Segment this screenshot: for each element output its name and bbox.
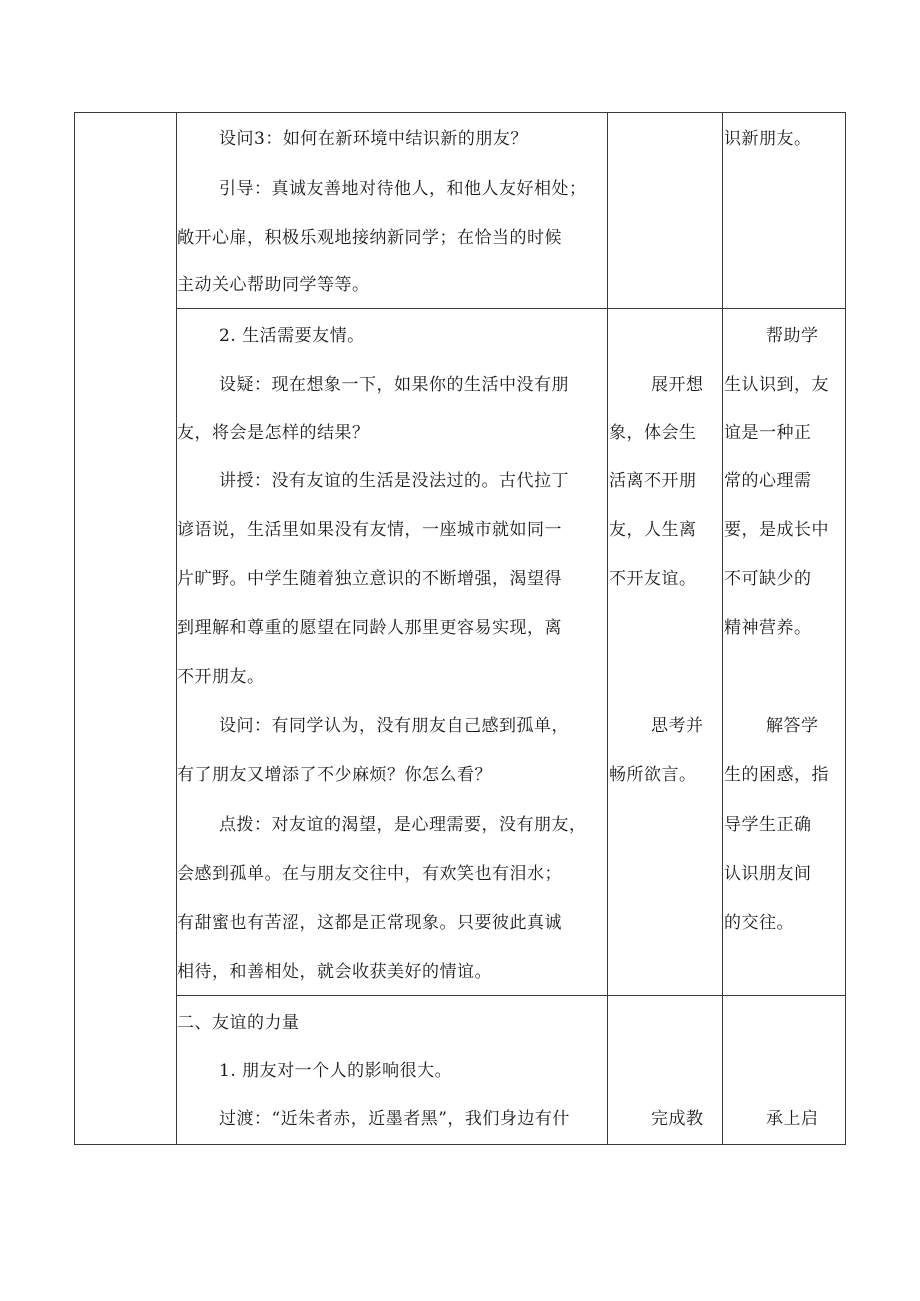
content-line: 设疑：现在想象一下，如果你的生活中没有朋 <box>219 375 569 395</box>
content-line: 不开朋友。 <box>177 667 265 687</box>
table-border-left <box>74 112 75 1145</box>
content-line: 会感到孤单。在与朋友交往中，有欢笑也有泪水； <box>177 864 562 884</box>
intent-line: 识新朋友。 <box>724 129 812 149</box>
content-line: 到理解和尊重的愿望在同龄人那里更容易实现，离 <box>177 618 562 638</box>
column-divider <box>722 112 723 1145</box>
content-line: 相待，和善相处，就会收获美好的情谊。 <box>177 962 492 982</box>
student-line: 不开友谊。 <box>609 569 697 589</box>
content-line: 引导：真诚友善地对待他人，和他人友好相处； <box>219 179 587 199</box>
content-line: 友，将会是怎样的结果？ <box>177 423 370 443</box>
content-line: 1. 朋友对一个人的影响很大。 <box>219 1061 453 1081</box>
content-line: 点拨：对友谊的渴望，是心理需要，没有朋友， <box>219 815 587 835</box>
row-divider <box>176 995 846 996</box>
row-divider <box>176 308 846 309</box>
table-border-right <box>845 112 846 1145</box>
intent-line: 要，是成长中 <box>724 520 829 540</box>
student-line: 象，体会生 <box>609 423 697 443</box>
student-line: 思考并 <box>651 716 704 736</box>
content-line: 谚语说，生活里如果没有友情，一座城市就如同一 <box>177 520 562 540</box>
student-line: 完成教 <box>651 1109 704 1129</box>
intent-line: 导学生正确 <box>724 815 812 835</box>
intent-line: 的交往。 <box>724 913 794 933</box>
content-line: 主动关心帮助同学等等。 <box>177 275 370 295</box>
intent-line: 帮助学 <box>766 326 819 346</box>
intent-line: 生认识到，友 <box>724 375 829 395</box>
intent-line: 精神营养。 <box>724 618 812 638</box>
intent-line: 承上启 <box>766 1109 819 1129</box>
intent-line: 解答学 <box>766 716 819 736</box>
student-line: 活离不开朋 <box>609 471 697 491</box>
intent-line: 不可缺少的 <box>724 569 812 589</box>
intent-line: 生的困惑，指 <box>724 765 829 785</box>
student-line: 畅所欲言。 <box>609 765 697 785</box>
content-line: 有甜蜜也有苦涩，这都是正常现象。只要彼此真诚 <box>177 913 562 933</box>
column-divider <box>607 112 608 1145</box>
content-line: 讲授：没有友谊的生活是没法过的。古代拉丁 <box>219 471 569 491</box>
intent-line: 谊是一种正 <box>724 423 812 443</box>
content-line: 设问3：如何在新环境中结识新的朋友？ <box>219 129 528 149</box>
table-border-bottom <box>74 1144 846 1145</box>
content-line: 过渡：“近朱者赤，近墨者黑”，我们身边有什 <box>219 1109 570 1129</box>
content-line: 2. 生活需要友情。 <box>219 326 365 346</box>
content-line: 片旷野。中学生随着独立意识的不断增强，渴望得 <box>177 569 562 589</box>
content-line: 敞开心扉，积极乐观地接纳新同学；在恰当的时候 <box>177 228 562 248</box>
section-heading: 二、友谊的力量 <box>177 1013 300 1033</box>
table-border-top <box>74 112 846 113</box>
intent-line: 常的心理需 <box>724 471 812 491</box>
student-line: 展开想 <box>651 375 704 395</box>
content-line: 设问：有同学认为，没有朋友自己感到孤单， <box>219 716 569 736</box>
content-line: 有了朋友又增添了不少麻烦？你怎么看？ <box>177 765 492 785</box>
student-line: 友，人生离 <box>609 520 697 540</box>
intent-line: 认识朋友间 <box>724 864 812 884</box>
